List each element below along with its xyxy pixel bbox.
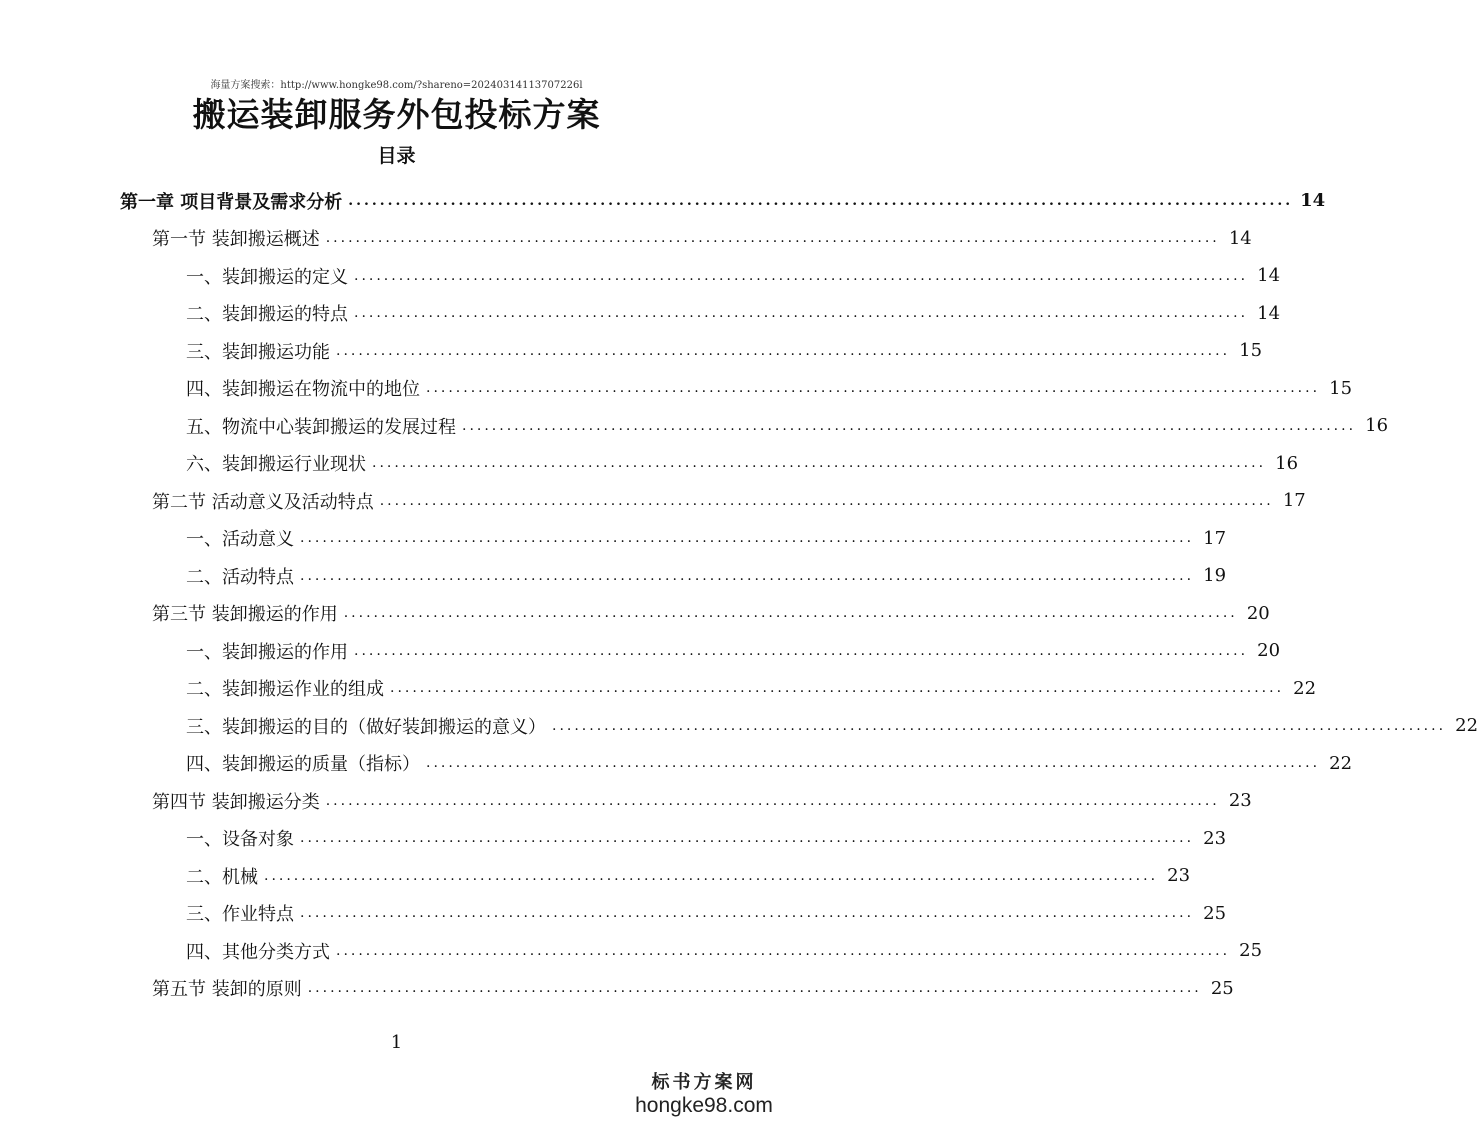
toc-section-entry[interactable]: [152, 782, 1252, 819]
toc-dot-leader: ........................................................................................................................: [300, 530, 1195, 546]
toc-entry-page: 22: [1293, 677, 1317, 699]
toc-entry-title: 第二节 活动意义及活动特点: [152, 491, 374, 513]
source-url-line: 海量方案搜索：http://www.hongke98.com/?shareno=20240314113707226l: [210, 80, 583, 91]
toc-entry-page: 22: [1455, 715, 1478, 736]
toc-dot-leader: ........................................................................................................................: [325, 792, 1220, 809]
toc-subsection-entry[interactable]: [186, 820, 1227, 857]
toc-entry-title: 三、作业特点: [186, 904, 294, 925]
toc-entry-page: 25: [1239, 940, 1263, 961]
toc-dot-leader: ........................................................................................................................: [426, 755, 1321, 771]
toc-subsection-entry[interactable]: [186, 257, 1281, 294]
toc-entry-page: 17: [1203, 527, 1227, 549]
toc-subsection-entry[interactable]: [186, 707, 1478, 744]
toc-entry-page: 25: [1203, 902, 1227, 924]
toc-dot-leader: ........................................................................................................................: [354, 642, 1249, 659]
toc-heading: 目录: [377, 145, 416, 167]
toc-chapter-entry[interactable]: [120, 182, 1326, 219]
toc-subsection-entry[interactable]: [186, 557, 1227, 594]
toc-entry-page: 23: [1167, 865, 1191, 886]
toc-entry-page: 14: [1257, 265, 1281, 286]
document-title: 搬运装卸服务外包投标方案: [192, 95, 601, 134]
toc-subsection-entry[interactable]: [186, 895, 1227, 932]
toc-dot-leader: ........................................................................................................................: [354, 267, 1249, 284]
toc-entry-title: 四、装卸搬运在物流中的地位: [186, 379, 420, 400]
toc-subsection-entry[interactable]: [186, 632, 1281, 669]
toc-entry-title: 第一节 装卸搬运概述: [152, 229, 320, 250]
toc-subsection-entry[interactable]: [186, 932, 1263, 969]
toc-entry-title: 二、装卸搬运作业的组成: [186, 679, 384, 700]
toc-entry-page: 16: [1275, 452, 1299, 474]
toc-subsection-entry[interactable]: [186, 520, 1227, 557]
toc-subsection-entry[interactable]: [186, 445, 1299, 482]
toc-entry-page: 16: [1365, 415, 1389, 436]
toc-dot-leader: ........................................................................................................................: [300, 905, 1195, 921]
toc-entry-title: 第五节 装卸的原则: [152, 979, 302, 1000]
toc-entry-title: 四、其他分类方式: [186, 941, 330, 963]
toc-entry-page: 15: [1329, 377, 1353, 399]
toc-entry-title: 二、机械: [186, 866, 258, 888]
toc-dot-leader: ........................................................................................................................: [264, 867, 1159, 884]
toc-entry-page: 14: [1228, 227, 1252, 249]
toc-entry-title: 三、装卸搬运的目的（做好装卸搬运的意义）: [186, 716, 546, 738]
toc-entry-title: 一、装卸搬运的定义: [186, 266, 348, 288]
toc-entry-title: 二、活动特点: [186, 566, 294, 588]
toc-dot-leader: ........................................................................................................................: [300, 830, 1195, 846]
toc-dot-leader: ........................................................................................................................: [426, 380, 1321, 396]
toc-entry-title: 一、设备对象: [186, 829, 294, 850]
toc-dot-leader: ........................................................................................................................: [379, 492, 1274, 509]
toc-dot-leader: ........................................................................................................................: [336, 342, 1231, 359]
toc-dot-leader: ........................................................................................................................: [325, 230, 1220, 246]
toc-entry-page: 23: [1203, 827, 1227, 849]
toc-dot-leader: ........................................................................................................................: [372, 455, 1267, 471]
toc-entry-title: 二、装卸搬运的特点: [186, 304, 348, 325]
toc-entry-title: 四、装卸搬运的质量（指标）: [186, 754, 420, 775]
toc-entry-page: 20: [1257, 640, 1281, 661]
toc-subsection-entry[interactable]: [186, 745, 1353, 782]
page-number: 1: [390, 1032, 403, 1053]
toc-entry-page: 17: [1282, 490, 1306, 511]
toc-entry-title: 六、装卸搬运行业现状: [186, 454, 366, 475]
toc-subsection-entry[interactable]: [186, 670, 1317, 707]
toc-entry-page: 22: [1329, 752, 1353, 774]
toc-dot-leader: ........................................................................................................................: [336, 942, 1231, 959]
toc-dot-leader: ........................................................................................................................: [462, 417, 1357, 434]
toc-entry-page: 25: [1210, 977, 1234, 999]
toc-entry-page: 14: [1257, 302, 1281, 324]
toc-section-entry[interactable]: [152, 220, 1252, 257]
watermark-url: hongke98.com: [635, 1094, 773, 1117]
toc-dot-leader: ........................................................................................................................: [552, 717, 1447, 734]
toc-section-entry[interactable]: [152, 970, 1234, 1007]
toc-entry-page: 23: [1228, 790, 1252, 811]
toc-dot-leader: ........................................................................................................................: [348, 192, 1294, 209]
toc-entry-title: 第三节 装卸搬运的作用: [152, 604, 338, 625]
toc-subsection-entry[interactable]: [186, 407, 1389, 444]
toc-subsection-entry[interactable]: [186, 295, 1281, 332]
toc-entry-page: 15: [1239, 340, 1263, 361]
toc-dot-leader: ........................................................................................................................: [390, 680, 1285, 696]
toc-subsection-entry[interactable]: [186, 332, 1263, 369]
toc-entry-page: 19: [1203, 565, 1227, 586]
toc-entry-page: 20: [1246, 602, 1270, 624]
toc-entry-title: 三、装卸搬运功能: [186, 341, 330, 363]
toc-dot-leader: ........................................................................................................................: [300, 567, 1195, 584]
toc-dot-leader: ........................................................................................................................: [307, 980, 1202, 996]
toc-entry-page: 14: [1300, 190, 1326, 211]
toc-entry-title: 五、物流中心装卸搬运的发展过程: [186, 416, 456, 438]
site-watermark: [629, 1068, 779, 1118]
toc-subsection-entry[interactable]: [186, 857, 1191, 894]
toc-entry-title: 一、装卸搬运的作用: [186, 641, 348, 663]
toc-entry-title: 第四节 装卸搬运分类: [152, 791, 320, 813]
toc-entry-title: 第一章 项目背景及需求分析: [120, 191, 343, 213]
toc-dot-leader: ........................................................................................................................: [354, 305, 1249, 321]
toc-dot-leader: ........................................................................................................................: [343, 605, 1238, 621]
toc-section-entry[interactable]: [152, 482, 1306, 519]
toc-section-entry[interactable]: [152, 595, 1270, 632]
watermark-name: 标书方案网: [651, 1072, 757, 1093]
toc-subsection-entry[interactable]: [186, 370, 1353, 407]
toc-entry-title: 一、活动意义: [186, 529, 294, 550]
